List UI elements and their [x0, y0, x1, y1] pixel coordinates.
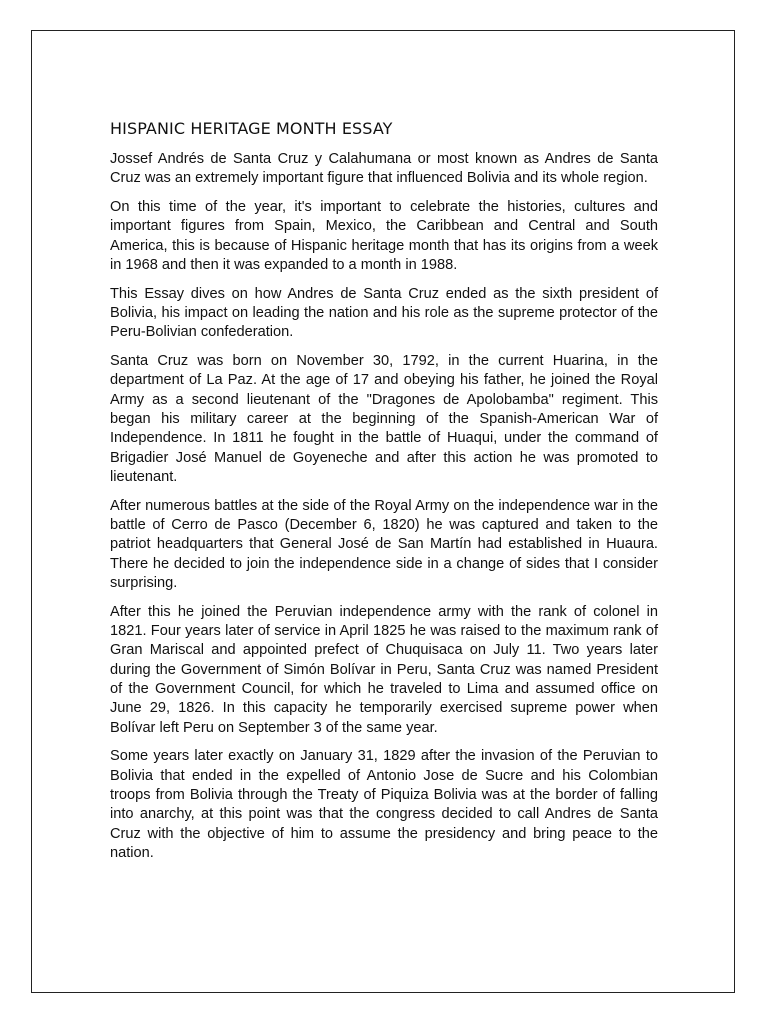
document-page — [31, 30, 735, 993]
paragraph-thesis: This Essay dives on how Andres de Santa Cruz ended as the sixth president of Bolivia, his impact on leading the nation and his role as the supreme protector of the Peru-Bolivian confederation. — [110, 285, 658, 341]
paragraph-presidency: Some years later exactly on January 31, 1829 after the invasion of the Peruvian to Bolivia that ended in the expelled of Antonio Jose de Sucre and his Colombian troops from Bolivia through the Treaty of Piquiza Bolivia was at the border of falling into anarchy, at this point was that the congress decided to call Andres de Santa Cruz with the objective of him to assume the presidency and bring peace to the nation. — [110, 748, 658, 861]
paragraph-change-of-sides: After numerous battles at the side of the Royal Army on the independence war in the battle of Cerro de Pasco (December 6, 1820) he was captured and taken to the patriot headquarters that General José de San Martín had established in Huaura. There he decided to join the independence side in a change of sides that I consider surprising. — [110, 497, 658, 591]
essay-title: HISPANIC HERITAGE MONTH ESSAY — [110, 119, 393, 138]
paragraph-heritage-month: On this time of the year, it's important to celebrate the histories, cultures and important figures from Spain, Mexico, the Caribbean and Central and South America, this is because of Hispanic heritage month that has its origins from a week in 1968 and then it was expanded to a month in 1988. — [110, 199, 658, 273]
paragraph-early-life: Santa Cruz was born on November 30, 1792, in the current Huarina, in the department of La Paz. At the age of 17 and obeying his father, he joined the Royal Army as a second lieutenant of the "Dragones de Apolobamba" regiment. This began his military career at the beginning of the Spanish-American War of Independence. In 1811 he fought in the battle of Huaqui, under the command of Brigadier José Manuel de Goyeneche and after this action he was promoted to lieutenant. — [110, 353, 658, 485]
paragraph-peruvian-army: After this he joined the Peruvian independence army with the rank of colonel in 1821. Four years later of service in April 1825 he was raised to the maximum rank of Gran Mariscal and appointed prefect of Chuquisaca on July 11. Two years later during the Government of Simón Bolívar in Peru, Santa Cruz was named President of the Government Council, for which he traveled to Lima and assumed office on June 29, 1826. In this capacity he temporarily exercised supreme power when Bolívar left Peru on September 3 of the same year. — [110, 603, 658, 736]
document-body — [110, 119, 658, 873]
paragraph-intro: Jossef Andrés de Santa Cruz y Calahumana or most known as Andres de Santa Cruz was an extremely important figure that influenced Bolivia and its whole region. — [110, 151, 658, 187]
